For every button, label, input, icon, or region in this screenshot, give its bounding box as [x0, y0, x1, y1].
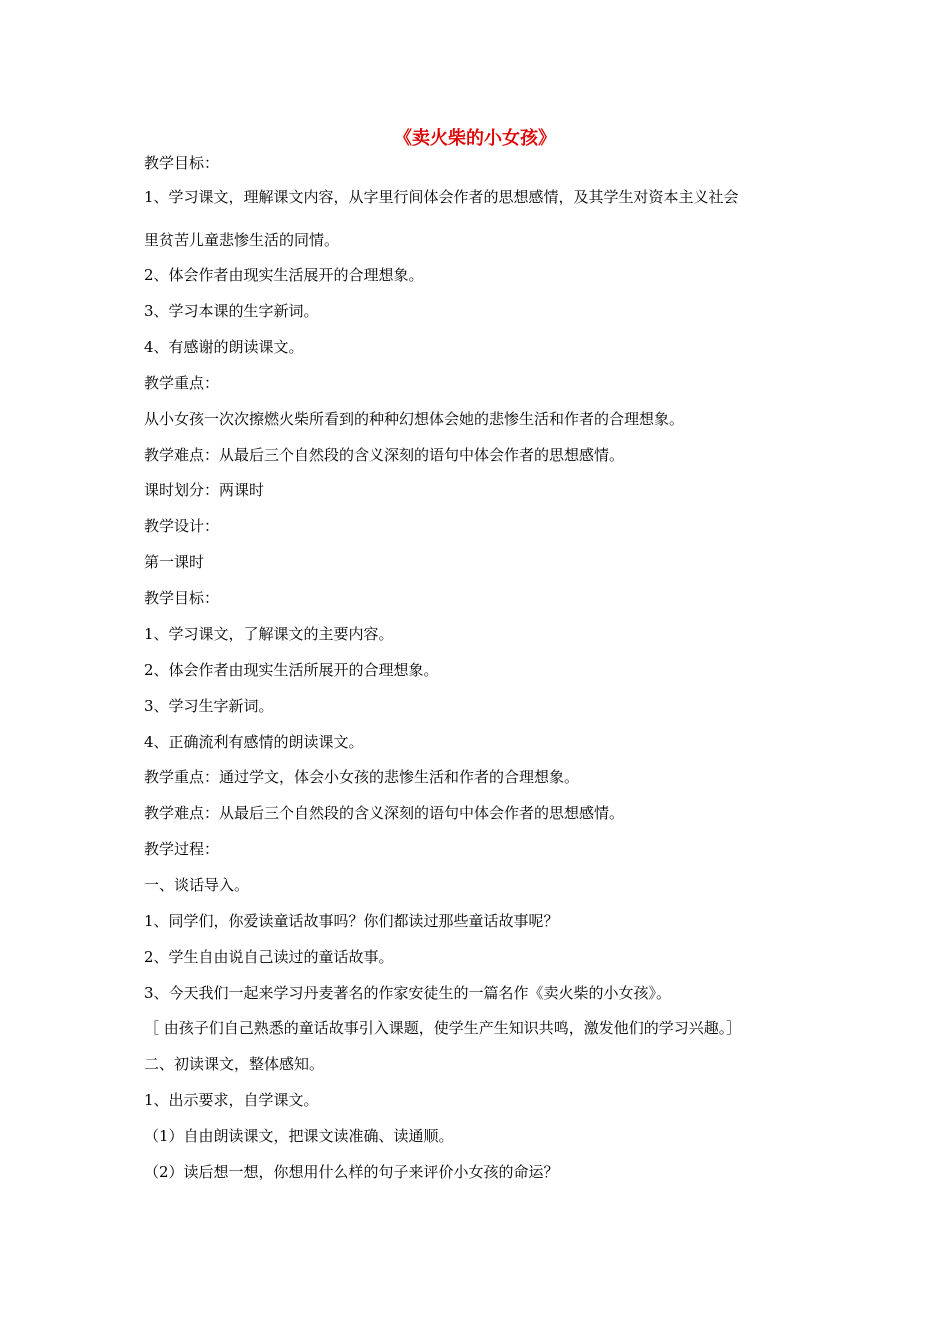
text-line: 1、学习课文，了解课文的主要内容。: [144, 625, 394, 643]
text-line: 课时划分：两课时: [144, 481, 265, 499]
text-line: 教学难点：从最后三个自然段的含义深刻的语句中体会作者的思想感情。: [144, 446, 625, 464]
text-line: 3、学习生字新词。: [144, 697, 274, 715]
text-line: 二、初读课文，整体感知。: [144, 1055, 325, 1073]
text-line: （2）读后想一想，你想用什么样的句子来评价小女孩的命运？: [144, 1163, 559, 1181]
text-line: 第一课时: [144, 553, 205, 571]
text-line: 3、今天我们一起来学习丹麦著名的作家安徒生的一篇名作《卖火柴的小女孩》。: [144, 984, 672, 1002]
text-line: 4、正确流利有感情的朗读课文。: [144, 733, 364, 751]
text-line: 1、出示要求，自学课文。: [144, 1091, 319, 1109]
text-line: 3、学习本课的生字新词。: [144, 302, 319, 320]
text-line: （1）自由朗读课文，把课文读准确、读通顺。: [144, 1127, 454, 1145]
text-line: 2、体会作者由现实生活展开的合理想象。: [144, 266, 424, 284]
text-line: 教学目标：: [144, 589, 220, 607]
text-line: 1、同学们，你爱读童话故事吗？你们都读过那些童话故事呢？: [144, 912, 559, 930]
document-title: 《卖火柴的小女孩》: [394, 128, 556, 149]
text-line: 教学重点：: [144, 374, 220, 392]
text-line: 2、学生自由说自己读过的童话故事。: [144, 948, 394, 966]
text-line: 里贫苦儿童悲惨生活的同情。: [144, 231, 340, 249]
text-line: 教学重点：通过学文，体会小女孩的悲惨生活和作者的合理想象。: [144, 768, 580, 786]
text-line: 2、体会作者由现实生活所展开的合理想象。: [144, 661, 439, 679]
text-line: ［ 由孩子们自己熟悉的童话故事引入课题，使学生产生知识共鸣，激发他们的学习兴趣。］: [144, 1019, 742, 1037]
text-line: 从小女孩一次次擦燃火柴所看到的种种幻想体会她的悲惨生活和作者的合理想象。: [144, 410, 685, 428]
text-line: 教学目标：: [144, 154, 220, 172]
text-line: 教学难点：从最后三个自然段的含义深刻的语句中体会作者的思想感情。: [144, 804, 625, 822]
text-line: 1、学习课文，理解课文内容，从字里行间体会作者的思想感情，及其学生对资本主义社会: [144, 188, 739, 206]
text-line: 一、谈话导入。: [144, 876, 250, 894]
text-line: 教学设计：: [144, 517, 220, 535]
text-line: 4、有感谢的朗读课文。: [144, 338, 304, 356]
text-line: 教学过程：: [144, 840, 220, 858]
